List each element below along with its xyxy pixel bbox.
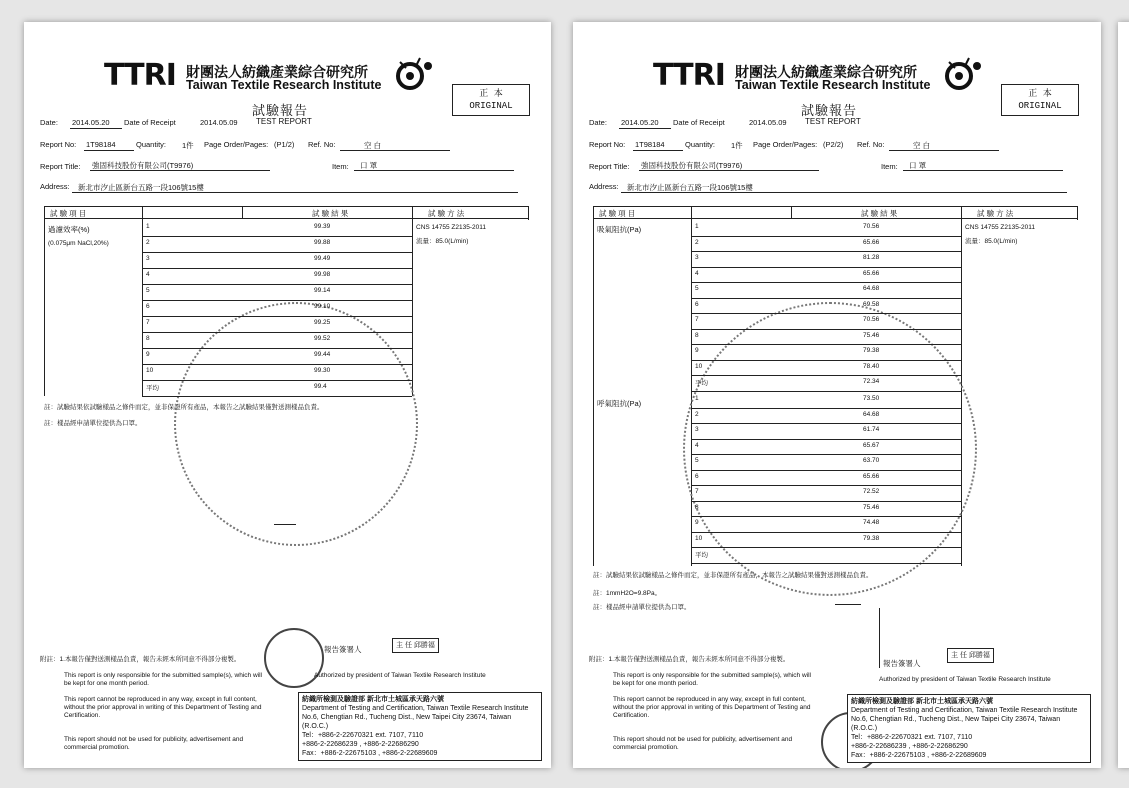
row-divider <box>691 439 961 440</box>
ref-no: 空 白 <box>364 141 382 150</box>
row-divider <box>142 364 412 365</box>
sample-value: 75.46 <box>863 331 880 339</box>
sample-value: 65.66 <box>863 472 880 480</box>
row-divider <box>691 329 961 330</box>
dept-contact-box: 紡織所檢測及驗證部 新北市土城區承天路六號 Department of Testing and Certification, Taiwan Textile Research Institute No.6, Chengtian Rd., Tucheng Dist., New Taipei City 23674, Taiwan (R.O.C.) Tel：+886-2-22670321 ext. 7107, 7110 +886-2-22686239 , +886-2-22686290 Fax：+886-2-22675103 , +886-2-22689609 <box>298 692 542 761</box>
method-note: 流量：85.0(L/min) <box>416 238 469 245</box>
sample-number: 1 <box>146 223 150 230</box>
report-date: 2014.05.20 <box>621 118 659 127</box>
footer-note-en-2: This report cannot be reproduced in any way, except in full content, without the prior approval in writing of this Department of Testing and Certification. <box>64 696 262 719</box>
sample-number: 8 <box>146 335 150 342</box>
sample-number: 6 <box>146 303 150 310</box>
sample-value: 99.49 <box>314 255 331 262</box>
row-divider <box>691 563 961 564</box>
sample-value: 99.10 <box>314 303 331 310</box>
sample-value: 72.34 <box>863 378 880 385</box>
test-item-exhale: 呼氣阻抗(Pa) <box>597 399 642 408</box>
sample-number: 9 <box>146 351 150 358</box>
footer-note-en-3: This report should not be used for publicity, advertisement and commercial promotion. <box>64 736 244 751</box>
quantity: 1件 <box>182 141 194 150</box>
col-header-item: 試 驗 項 目 <box>50 209 87 218</box>
org-name-en: Taiwan Textile Research Institute <box>735 78 931 92</box>
sample-value: 99.25 <box>314 319 331 326</box>
row-divider <box>691 360 961 361</box>
footer-note-en-3: This report should not be used for publicity, advertisement and commercial promotion. <box>613 736 793 751</box>
sample-number: 1 <box>695 223 699 230</box>
sample-number: 平均 <box>695 552 708 559</box>
method-note: 流量：85.0(L/min) <box>965 238 1018 245</box>
pages-label: Page Order/Pages: <box>753 140 818 149</box>
sample-value: 74.48 <box>863 519 880 526</box>
sample-number: 10 <box>695 534 703 542</box>
footer-notes-zh: 附註：1.本報告僅對送測樣品負責，報告未經本所同意不得部分複製。 <box>589 656 790 663</box>
report-date: 2014.05.20 <box>72 118 110 127</box>
sample-number: 3 <box>695 254 699 261</box>
report-title: 試驗報告 <box>252 104 309 119</box>
row-divider <box>691 423 961 424</box>
sample-number: 6 <box>695 472 699 480</box>
org-name-zh: 財團法人紡織產業綜合研究所 <box>186 65 368 81</box>
row-divider <box>142 332 412 333</box>
row-divider <box>142 268 412 269</box>
col-header-result: 試 驗 結 果 <box>861 209 898 218</box>
row-divider <box>142 396 412 397</box>
sample-value: 78.40 <box>863 362 880 370</box>
sample-number: 1 <box>695 395 699 402</box>
item-label: Item: <box>332 162 349 171</box>
sample-value: 73.50 <box>863 395 880 402</box>
row-divider <box>691 532 961 533</box>
col-header-item: 試 驗 項 目 <box>599 209 636 218</box>
row-divider <box>691 282 961 283</box>
sample-value: 99.52 <box>314 335 331 342</box>
item-label: Item: <box>881 162 898 171</box>
pages: (P2/2) <box>823 140 844 149</box>
row-divider <box>691 501 961 502</box>
row-divider <box>142 236 412 237</box>
title-label: Report Title: <box>40 162 81 171</box>
ref-label: Ref. No: <box>857 140 885 149</box>
sample-number: 10 <box>146 367 154 374</box>
sample-value: 69.58 <box>863 300 880 308</box>
sample-value: 61.74 <box>863 426 880 433</box>
applicant: 強固科技股份有限公司(T9976) <box>92 161 194 170</box>
institute-emblem-icon <box>390 54 436 96</box>
ref-no: 空 白 <box>913 141 931 150</box>
sample-number: 2 <box>146 239 150 246</box>
director-signature-box: 主 任 邱勝福 <box>947 648 994 663</box>
test-item: 過濾效率(%) <box>48 225 90 234</box>
seal-stamp <box>174 302 418 546</box>
report-title-en: TEST REPORT <box>805 117 861 126</box>
sample-value: 99.14 <box>314 287 331 294</box>
sample-number: 5 <box>695 285 699 292</box>
sample-number: 8 <box>695 331 699 339</box>
footer-notes-zh: 附註：1.本報告僅對送測樣品負責，報告未經本所同意不得部分複製。 <box>40 656 241 663</box>
sample-value: 64.68 <box>863 410 880 418</box>
row-divider <box>691 298 961 299</box>
col-header-method: 試 驗 方 法 <box>428 209 465 218</box>
row-divider <box>691 470 961 471</box>
test-item-inhale: 吸氣阻抗(Pa) <box>597 225 642 234</box>
sample-value: 81.28 <box>863 254 880 261</box>
receipt-date: 2014.05.09 <box>200 118 238 127</box>
receipt-label: Date of Receipt <box>673 118 725 127</box>
quantity: 1件 <box>731 141 743 150</box>
note-1: 註：試驗結果依試驗樣品之條件而定，並非保證所有產品，本報告之試驗結果僅對送測樣品負責。 <box>593 572 873 579</box>
row-divider <box>691 391 961 392</box>
sample-number: 平均 <box>695 380 708 387</box>
row-divider <box>142 348 412 349</box>
quantity-label: Quantity: <box>685 140 716 149</box>
sample-value: 64.68 <box>863 285 880 292</box>
sample-value: 72.52 <box>863 488 880 495</box>
report-no-label: Report No: <box>40 140 77 149</box>
sample-value: 99.88 <box>314 239 331 246</box>
row-divider <box>142 284 412 285</box>
sample-number: 2 <box>695 410 699 418</box>
sample-value: 99.39 <box>314 223 331 230</box>
row-divider <box>142 252 412 253</box>
test-item-sub: (0.075μm NaCl,20%) <box>48 240 109 247</box>
row-divider <box>142 380 412 381</box>
sample-number: 7 <box>146 319 150 326</box>
footer-note-en-2: This report cannot be reproduced in any way, except in full content, without the prior approval in writing of this Department of Testing and Certification. <box>613 696 811 719</box>
report-no-label: Report No: <box>589 140 626 149</box>
sample-number: 9 <box>695 519 699 526</box>
date-label: Date: <box>589 118 607 127</box>
sample-number: 4 <box>695 441 699 449</box>
row-divider <box>691 547 961 548</box>
note-3: 註：樣品經申請單位提供為口罩。 <box>593 604 691 611</box>
row-divider <box>691 516 961 517</box>
dept-contact-box: 紡織所檢測及驗證部 新北市土城區承天路六號 Department of Testing and Certification, Taiwan Textile Research Institute No.6, Chengtian Rd., Tucheng Dist., New Taipei City 23674, Taiwan (R.O.C.) Tel：+886-2-22670321 ext. 7107, 7110 +886-2-22686239 , +886-2-22686290 Fax：+886-2-22675103 , +886-2-22689609 <box>847 694 1091 763</box>
sample-value: 99.98 <box>314 271 331 278</box>
address-label: Address: <box>40 182 70 191</box>
address: 新北市汐止區新台五路一段106號15樓 <box>627 183 753 192</box>
col-header-method: 試 驗 方 法 <box>977 209 1014 218</box>
sample-number: 7 <box>695 488 699 495</box>
report-page-3-edge <box>1118 22 1129 768</box>
applicant: 強固科技股份有限公司(T9976) <box>641 161 743 170</box>
report-no: 1T98184 <box>635 140 665 149</box>
sample-number: 9 <box>695 347 699 354</box>
sample-number: 平均 <box>146 385 159 392</box>
row-divider <box>142 300 412 301</box>
org-name-zh: 財團法人紡織產業綜合研究所 <box>735 65 917 81</box>
note-1: 註：試驗結果依試驗樣品之條件而定，並非保證所有產品，本報告之試驗結果僅對送測樣品負責。 <box>44 404 324 411</box>
sample-number: 5 <box>695 457 699 464</box>
sample-number: 4 <box>695 269 699 277</box>
item-value: 口 罩 <box>909 161 927 170</box>
report-page-1 <box>24 22 551 768</box>
report-no: 1T98184 <box>86 140 116 149</box>
row-divider <box>691 375 961 376</box>
authorized-by: Authorized by president of Taiwan Textile Research Institute <box>879 676 1051 683</box>
sample-value: 63.70 <box>863 457 880 464</box>
footer-note-en-1: This report is only responsible for the submitted sample(s), which will be kept for one month period. <box>64 672 262 687</box>
authorized-by: Authorized by president of Taiwan Textile Research Institute <box>314 672 486 679</box>
sample-value: 70.56 <box>863 223 880 230</box>
sample-number: 8 <box>695 503 699 511</box>
ttri-logo: TTRI <box>653 58 725 93</box>
row-divider <box>691 485 961 486</box>
original-badge: 正 本 ORIGINAL <box>1001 84 1079 116</box>
footer-note-en-1: This report is only responsible for the submitted sample(s), which will be kept for one month period. <box>613 672 811 687</box>
pages: (P1/2) <box>274 140 295 149</box>
director-signature-box: 主 任 邱勝福 <box>392 638 439 653</box>
sample-value: 99.30 <box>314 367 331 374</box>
note-2: 註：樣品經申請單位提供為口罩。 <box>44 420 142 427</box>
row-divider <box>691 267 961 268</box>
report-title: 試驗報告 <box>801 104 858 119</box>
sample-value: 79.38 <box>863 347 880 354</box>
sample-value: 75.46 <box>863 503 880 511</box>
receipt-label: Date of Receipt <box>124 118 176 127</box>
row-divider <box>691 344 961 345</box>
test-method: CNS 14755 Z2135-2011 <box>416 224 486 231</box>
director-label: 報告簽署人 <box>324 645 362 654</box>
quantity-label: Quantity: <box>136 140 167 149</box>
sample-number: 4 <box>146 271 150 278</box>
sample-number: 10 <box>695 362 703 370</box>
title-label: Report Title: <box>589 162 630 171</box>
date-label: Date: <box>40 118 58 127</box>
sample-value: 65.67 <box>863 441 880 449</box>
row-divider <box>691 454 961 455</box>
original-badge: 正 本 ORIGINAL <box>452 84 530 116</box>
sample-value: 99.44 <box>314 351 331 358</box>
ref-label: Ref. No: <box>308 140 336 149</box>
sample-number: 3 <box>695 426 699 433</box>
sample-value: 65.66 <box>863 238 880 246</box>
director-label: 報告簽署人 <box>883 659 921 668</box>
sample-value: 99.4 <box>314 383 327 390</box>
pages-label: Page Order/Pages: <box>204 140 269 149</box>
row-divider <box>142 316 412 317</box>
note-2: 註：1mmH2O=9.8Pa。 <box>593 590 662 597</box>
sample-number: 2 <box>695 238 699 246</box>
sample-value: 70.56 <box>863 316 880 323</box>
institute-emblem-icon <box>939 54 985 96</box>
test-method: CNS 14755 Z2135-2011 <box>965 224 1035 231</box>
address-label: Address: <box>589 182 619 191</box>
report-page-2 <box>573 22 1101 768</box>
receipt-date: 2014.05.09 <box>749 118 787 127</box>
sample-number: 6 <box>695 300 699 308</box>
item-value: 口 罩 <box>360 161 378 170</box>
row-divider <box>691 408 961 409</box>
row-divider <box>691 251 961 252</box>
org-name-en: Taiwan Textile Research Institute <box>186 78 382 92</box>
report-title-en: TEST REPORT <box>256 117 312 126</box>
row-divider <box>691 236 961 237</box>
sample-value: 65.66 <box>863 269 880 277</box>
sample-value: 79.38 <box>863 534 880 542</box>
ttri-logo: TTRI <box>104 58 176 93</box>
address: 新北市汐止區新台五路一段106號15樓 <box>78 183 204 192</box>
col-header-result: 試 驗 結 果 <box>312 209 349 218</box>
sample-number: 3 <box>146 255 150 262</box>
seal-stamp <box>683 302 977 596</box>
sample-number: 5 <box>146 287 150 294</box>
sample-number: 7 <box>695 316 699 323</box>
row-divider <box>691 313 961 314</box>
